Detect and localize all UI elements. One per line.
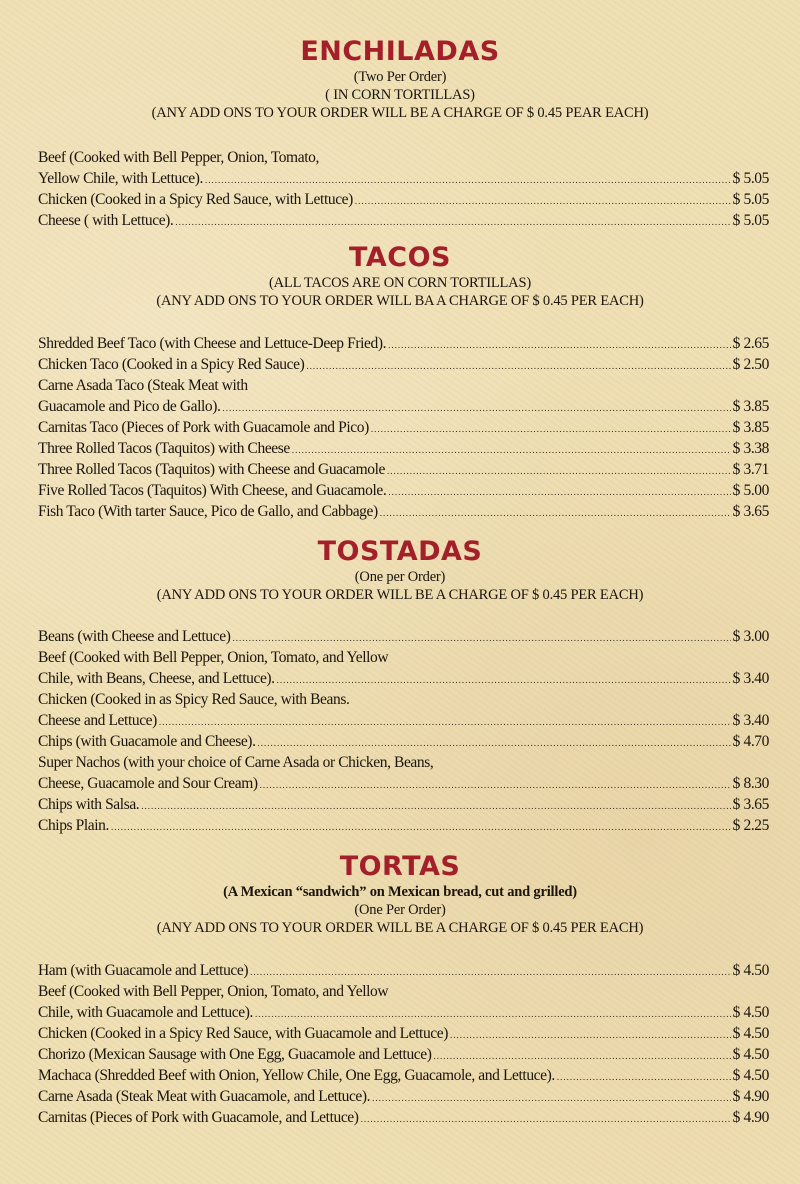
dot-leader (141, 796, 730, 817)
menu-item (38, 1107, 769, 1128)
menu-item (38, 417, 769, 438)
tostadas-title: TOSTADAS (317, 536, 483, 567)
menu-item (38, 147, 769, 168)
item-name: Chile, with Guacamole and Lettuce). (38, 1004, 253, 1021)
enchiladas-items (38, 147, 769, 231)
dot-leader (260, 775, 731, 796)
dot-leader (355, 191, 731, 212)
item-price: $ 4.90 (732, 1109, 769, 1126)
tacos-items (38, 333, 769, 522)
item-name: Carne Asada (Steak Meat with Guacamole, and Lettuce). (38, 1088, 371, 1105)
item-name: Beans (with Cheese and Lettuce) (38, 628, 231, 645)
dot-leader (372, 1088, 730, 1109)
item-name: Chicken (Cooked in a Spicy Red Sauce, with Lettuce) (38, 191, 353, 208)
menu-item (38, 960, 769, 981)
item-price: $ 5.00 (732, 482, 769, 499)
tortas-title: TORTAS (339, 851, 461, 882)
item-price: $ 4.70 (732, 733, 769, 750)
tacos-section (0, 243, 800, 310)
item-price: $ 2.65 (732, 335, 769, 352)
dot-leader (450, 1025, 731, 1046)
menu-item (38, 168, 769, 189)
menu-item (38, 1086, 769, 1107)
item-price: $ 3.38 (732, 440, 769, 457)
item-price: $ 3.65 (732, 796, 769, 813)
item-name: Chips (with Guacamole and Cheese). (38, 733, 256, 750)
menu-item (38, 689, 769, 710)
dot-leader (434, 1046, 731, 1067)
dot-leader (111, 817, 731, 838)
item-price: $ 5.05 (732, 170, 769, 187)
item-price: $ 3.85 (732, 419, 769, 436)
dot-leader (557, 1067, 731, 1088)
menu-item (38, 647, 769, 668)
dot-leader (223, 398, 731, 419)
item-price: $ 2.50 (732, 356, 769, 373)
item-price: $ 8.30 (732, 775, 769, 792)
item-price: $ 3.71 (732, 461, 769, 478)
dot-leader (371, 419, 731, 440)
menu-item (38, 333, 769, 354)
item-name: Five Rolled Tacos (Taquitos) With Cheese, and Guacamole. (38, 482, 387, 499)
menu-item (38, 981, 769, 1002)
item-price: $ 3.40 (732, 712, 769, 729)
item-price: $ 4.50 (732, 1046, 769, 1063)
item-name: Shredded Beef Taco (with Cheese and Lettuce-Deep Fried). (38, 335, 387, 352)
item-price: $ 4.50 (732, 962, 769, 979)
dot-leader (255, 1004, 731, 1025)
item-name: Machaca (Shredded Beef with Onion, Yellow Chile, One Egg, Guacamole, and Lettuce). (38, 1067, 555, 1084)
menu-item (38, 1065, 769, 1086)
item-price: $ 5.05 (732, 191, 769, 208)
menu-item (38, 1023, 769, 1044)
item-name: Three Rolled Tacos (Taquitos) with Cheese (38, 440, 290, 457)
menu-item (38, 459, 769, 480)
enchiladas-addon-note: (ANY ADD ONS TO YOUR ORDER WILL BE A CHARGE OF $ 0.45 PEAR EACH) (151, 105, 649, 121)
item-price: $ 4.50 (732, 1004, 769, 1021)
item-name: Ham (with Guacamole and Lettuce) (38, 962, 249, 979)
tacos-addon-note: (ANY ADD ONS TO YOUR ORDER WILL BA A CHARGE OF $ 0.45 PER EACH) (156, 293, 644, 309)
item-name: Cheese, Guacamole and Sour Cream) (38, 775, 258, 792)
tacos-subtitle-tortillas: (ALL TACOS ARE ON CORN TORTILLAS) (269, 275, 531, 291)
dot-leader (250, 962, 731, 983)
item-price: $ 4.50 (732, 1025, 769, 1042)
menu-item (38, 375, 769, 396)
dot-leader (292, 440, 731, 461)
menu-item (38, 731, 769, 752)
tortas-addon-note: (ANY ADD ONS TO YOUR ORDER WILL BE A CHARGE OF $ 0.45 PER EACH) (156, 920, 644, 936)
dot-leader (205, 170, 731, 191)
item-name: Chips Plain. (38, 817, 109, 834)
dot-leader (159, 712, 731, 733)
item-price: $ 2.25 (732, 817, 769, 834)
item-price: $ 3.40 (732, 670, 769, 687)
item-name: Beef (Cooked with Bell Pepper, Onion, Tomato, and Yellow (38, 649, 389, 666)
item-name: Yellow Chile, with Lettuce). (38, 170, 204, 187)
item-price: $ 4.50 (732, 1067, 769, 1084)
tortas-items (38, 960, 769, 1128)
menu-item (38, 210, 769, 231)
item-price: $ 3.65 (732, 503, 769, 520)
item-name: Chips with Salsa. (38, 796, 140, 813)
dot-leader (361, 1109, 731, 1130)
dot-leader (277, 670, 731, 691)
dot-leader (232, 628, 730, 649)
menu-item (38, 480, 769, 501)
item-name: Guacamole and Pico de Gallo). (38, 398, 221, 415)
dot-leader (388, 335, 731, 356)
menu-item (38, 710, 769, 731)
dot-leader (380, 503, 731, 524)
menu-item (38, 668, 769, 689)
item-name: Chile, with Beans, Cheese, and Lettuce). (38, 670, 275, 687)
tortas-subtitle-order: (One Per Order) (354, 902, 446, 918)
menu-item (38, 354, 769, 375)
dot-leader (387, 461, 731, 482)
item-price: $ 4.90 (732, 1088, 769, 1105)
enchiladas-title: ENCHILADAS (300, 36, 500, 67)
item-name: Carne Asada Taco (Steak Meat with (38, 377, 248, 394)
tostadas-section (0, 537, 800, 604)
item-name: Beef (Cooked with Bell Pepper, Onion, Tomato, and Yellow (38, 983, 389, 1000)
menu-item (38, 189, 769, 210)
item-name: Three Rolled Tacos (Taquitos) with Cheese and Guacamole (38, 461, 385, 478)
item-name: Cheese ( with Lettuce). (38, 212, 174, 229)
enchiladas-subtitle-order: (Two Per Order) (353, 69, 447, 85)
dot-leader (258, 733, 731, 754)
item-name: Chicken (Cooked in as Spicy Red Sauce, with Beans. (38, 691, 350, 708)
menu-item (38, 794, 769, 815)
menu-item (38, 438, 769, 459)
menu-item (38, 773, 769, 794)
menu-item (38, 1002, 769, 1023)
item-name: Chicken (Cooked in a Spicy Red Sauce, with Guacamole and Lettuce) (38, 1025, 449, 1042)
item-name: Super Nachos (with your choice of Carne Asada or Chicken, Beans, (38, 754, 434, 771)
item-name: Beef (Cooked with Bell Pepper, Onion, Tomato, (38, 149, 319, 166)
enchiladas-section (0, 37, 800, 122)
dot-leader (175, 212, 730, 233)
item-price: $ 3.00 (732, 628, 769, 645)
item-price: $ 3.85 (732, 398, 769, 415)
tortas-description: (A Mexican “sandwich” on Mexican bread, cut and grilled) (223, 884, 577, 900)
item-name: Carnitas (Pieces of Pork with Guacamole, and Lettuce) (38, 1109, 359, 1126)
menu-item (38, 1044, 769, 1065)
menu-item (38, 752, 769, 773)
item-name: Cheese and Lettuce) (38, 712, 157, 729)
menu-item (38, 626, 769, 647)
item-name: Carnitas Taco (Pieces of Pork with Guacamole and Pico) (38, 419, 369, 436)
tostadas-addon-note: (ANY ADD ONS TO YOUR ORDER WILL BE A CHARGE OF $ 0.45 PER EACH) (156, 587, 644, 603)
tostadas-subtitle-order: (One per Order) (354, 569, 446, 585)
dot-leader (306, 356, 730, 377)
item-name: Chorizo (Mexican Sausage with One Egg, Guacamole and Lettuce) (38, 1046, 432, 1063)
menu-item (38, 396, 769, 417)
tostadas-items (38, 626, 769, 836)
menu-item (38, 815, 769, 836)
enchiladas-subtitle-tortillas: ( IN CORN TORTILLAS) (325, 87, 475, 103)
item-name: Fish Taco (With tarter Sauce, Pico de Gallo, and Cabbage) (38, 503, 378, 520)
tortas-section (0, 852, 800, 937)
item-name: Chicken Taco (Cooked in a Spicy Red Sauce) (38, 356, 305, 373)
menu-item (38, 501, 769, 522)
tacos-title: TACOS (349, 242, 451, 273)
item-price: $ 5.05 (732, 212, 769, 229)
dot-leader (388, 482, 730, 503)
